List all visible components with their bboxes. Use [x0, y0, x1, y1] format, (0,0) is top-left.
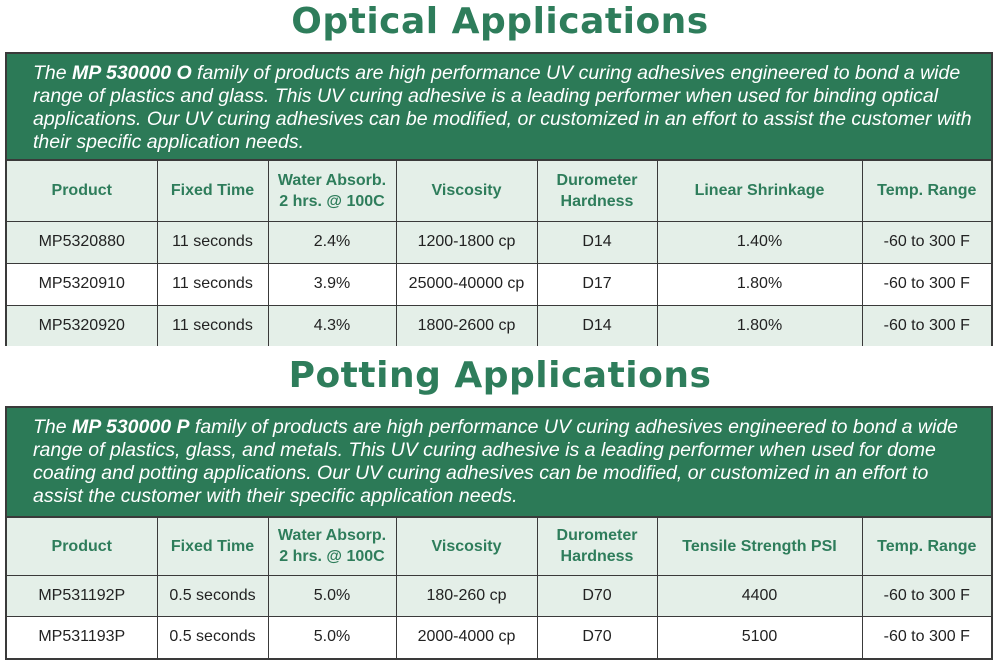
cell: 5.0% — [268, 616, 396, 658]
cell: D70 — [537, 616, 657, 658]
header-line: Durometer — [556, 171, 638, 189]
header-line: 2 hrs. @ 100C — [279, 548, 385, 566]
cell: -60 to 300 F — [862, 575, 991, 616]
table-row — [7, 575, 991, 616]
cell: 2000-4000 cp — [396, 616, 537, 658]
header-line: Hardness — [560, 548, 634, 566]
col-header-temp-range: Temp. Range — [862, 518, 991, 575]
cell: MP5320910 — [7, 263, 157, 305]
potting-desc-product: MP 530000 P — [72, 416, 190, 438]
col-header-fixed-time: Fixed Time — [157, 161, 268, 221]
potting-description — [7, 408, 991, 518]
col-header-viscosity: Viscosity — [396, 518, 537, 575]
cell: -60 to 300 F — [862, 305, 991, 346]
col-header-product: Product — [7, 161, 157, 221]
col-header-product: Product — [7, 518, 157, 575]
optical-panel — [5, 52, 993, 346]
col-header-temp-range: Temp. Range — [862, 161, 991, 221]
col-header-tensile-strength: Tensile Strength PSI — [657, 518, 862, 575]
cell: 3.9% — [268, 263, 396, 305]
cell: 1.80% — [657, 305, 862, 346]
potting-desc-prefix: The — [33, 416, 73, 438]
table-row — [7, 263, 991, 305]
col-header-water-absorb — [268, 161, 396, 221]
table-header-row — [7, 161, 991, 221]
header-line: Durometer — [556, 527, 638, 545]
cell: -60 to 300 F — [862, 221, 991, 263]
cell: 1200-1800 cp — [396, 221, 537, 263]
cell: 1800-2600 cp — [396, 305, 537, 346]
header-line: Water Absorb. — [277, 171, 387, 189]
cell: -60 to 300 F — [862, 263, 991, 305]
header-line: Water Absorp. — [277, 527, 387, 545]
potting-panel — [5, 406, 993, 660]
cell: 4400 — [657, 575, 862, 616]
cell: MP531192P — [7, 575, 157, 616]
table-row — [7, 305, 991, 346]
optical-desc-rest: family of products are high performance UV curing adhesives engineered to bond a wide range of plastics and glass. This UV curing adhesive is a leading performer when used for binding optical applications. Our UV curing adhesives can be modified, or customized in an effort to assist the customer with their specific application needs. — [33, 62, 972, 153]
header-line: 2 hrs. @ 100C — [279, 192, 385, 210]
col-header-water-absorp — [268, 518, 396, 575]
col-header-viscosity: Viscosity — [396, 161, 537, 221]
cell: 0.5 seconds — [157, 616, 268, 658]
cell: 11 seconds — [157, 305, 268, 346]
potting-table — [7, 518, 991, 658]
cell: 1.40% — [657, 221, 862, 263]
cell: 11 seconds — [157, 263, 268, 305]
cell: -60 to 300 F — [862, 616, 991, 658]
cell: 4.3% — [268, 305, 396, 346]
optical-title: Optical Applications — [291, 1, 709, 42]
table-row — [7, 221, 991, 263]
cell: MP531193P — [7, 616, 157, 658]
col-header-durometer — [537, 161, 657, 221]
cell: 5100 — [657, 616, 862, 658]
cell: D70 — [537, 575, 657, 616]
optical-description — [7, 54, 991, 161]
optical-table — [7, 161, 991, 346]
cell: D14 — [537, 305, 657, 346]
table-row — [7, 616, 991, 658]
optical-desc-prefix: The — [33, 62, 73, 84]
cell: 2.4% — [268, 221, 396, 263]
cell: D17 — [537, 263, 657, 305]
cell: MP5320920 — [7, 305, 157, 346]
cell: 11 seconds — [157, 221, 268, 263]
cell: MP5320880 — [7, 221, 157, 263]
cell: 25000-40000 cp — [396, 263, 537, 305]
header-line: Hardness — [560, 192, 634, 210]
cell: 5.0% — [268, 575, 396, 616]
optical-desc-product: MP 530000 O — [72, 62, 192, 84]
col-header-linear-shrinkage: Linear Shrinkage — [657, 161, 862, 221]
cell: 0.5 seconds — [157, 575, 268, 616]
col-header-fixed-time: Fixed Time — [157, 518, 268, 575]
col-header-durometer — [537, 518, 657, 575]
potting-desc-rest: family of products are high performance UV curing adhesives engineered to bond a wide range of plastics, glass, and metals. This UV curing adhesive is a leading performer when used for dome coating and potting applications. Our UV curing adhesives can be modified, or customized in an effort to assist the customer with their specific application needs. — [33, 416, 959, 507]
cell: D14 — [537, 221, 657, 263]
potting-title: Potting Applications — [288, 355, 712, 396]
cell: 1.80% — [657, 263, 862, 305]
table-header-row — [7, 518, 991, 575]
cell: 180-260 cp — [396, 575, 537, 616]
